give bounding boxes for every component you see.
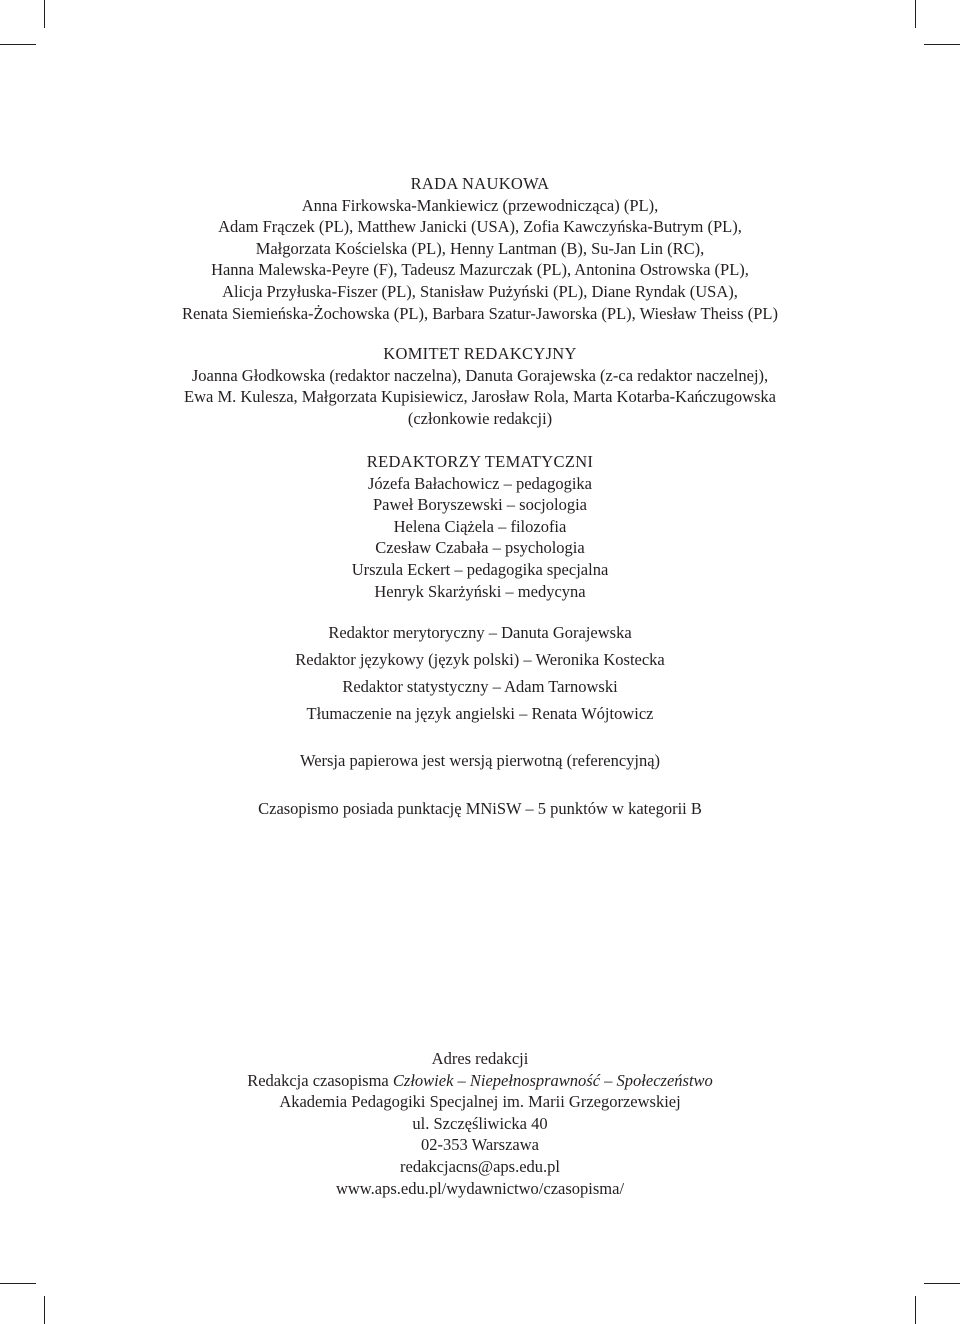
redaktor-jezykowy: Redaktor językowy (język polski) – Weronika Kostecka	[295, 650, 665, 669]
rada-naukowa-section	[0, 173, 960, 324]
crop-mark-top-left-horizontal	[0, 44, 36, 45]
redaktor-tematyczny-line: Urszula Eckert – pedagogika specjalna	[351, 559, 609, 579]
rada-naukowa-line: Adam Frączek (PL), Matthew Janicki (USA), Zofia Kawczyńska-Butrym (PL),	[218, 217, 742, 237]
rada-naukowa-line: Anna Firkowska-Mankiewicz (przewodnicząca) (PL),	[301, 195, 659, 215]
komitet-redakcyjny-section	[0, 343, 960, 429]
rada-naukowa-line: Hanna Malewska-Peyre (F), Tadeusz Mazurczak (PL), Antonina Ostrowska (PL),	[211, 260, 749, 280]
email-link[interactable]: redakcjacns@aps.edu.pl	[400, 1156, 560, 1176]
wersja-papierowa: Wersja papierowa jest wersją pierwotną (referencyjną)	[299, 751, 661, 770]
crop-mark-top-left-vertical	[44, 0, 45, 28]
redakcja-czasopisma	[0, 1070, 960, 1092]
komitet-line: Joanna Głodkowska (redaktor naczelna), Danuta Gorajewska (z-ca redaktor naczelnej),	[191, 365, 769, 385]
crop-mark-bottom-right-horizontal	[924, 1283, 960, 1284]
redaktorzy-section	[0, 619, 960, 727]
crop-mark-bottom-right-vertical	[915, 1296, 916, 1324]
komitet-line: (członkowie redakcji)	[407, 408, 553, 428]
journal-prefix: Redakcja czasopisma	[247, 1070, 393, 1090]
rada-naukowa-heading: RADA NAUKOWA	[410, 174, 550, 193]
punktacja-section	[0, 798, 960, 820]
redaktor-tematyczny-line: Helena Ciążela – filozofia	[393, 516, 567, 536]
redaktorzy-tematyczni-heading: REDAKTORZY TEMATYCZNI	[366, 452, 594, 471]
city: 02-353 Warszawa	[421, 1135, 539, 1155]
rada-naukowa-line: Małgorzata Kościelska (PL), Henny Lantman (B), Su-Jan Lin (RC),	[255, 238, 705, 258]
journal-title: Człowiek – Niepełnosprawność – Społeczeństwo	[392, 1070, 713, 1090]
rada-naukowa-line: Alicja Przyłuska-Fiszer (PL), Stanisław Pużyński (PL), Diane Ryndak (USA),	[222, 281, 738, 301]
adres-redakcji-section	[0, 1048, 960, 1199]
adres-heading: Adres redakcji	[431, 1049, 529, 1068]
street: ul. Szczęśliwicka 40	[412, 1113, 548, 1133]
redaktor-tematyczny-line: Paweł Boryszewski – socjologia	[372, 495, 587, 515]
redaktor-tematyczny-line: Czesław Czabała – psychologia	[375, 538, 585, 558]
crop-mark-top-right-vertical	[915, 0, 916, 28]
wersja-section	[0, 750, 960, 772]
redaktorzy-tematyczni-section	[0, 451, 960, 602]
redaktor-merytoryczny: Redaktor merytoryczny – Danuta Gorajewska	[328, 623, 632, 642]
website-link[interactable]: www.aps.edu.pl/wydawnictwo/czasopisma/	[335, 1178, 625, 1198]
institution: Akademia Pedagogiki Specjalnej im. Marii Grzegorzewskiej	[279, 1092, 681, 1112]
crop-mark-top-right-horizontal	[924, 44, 960, 45]
punktacja: Czasopismo posiada punktację MNiSW – 5 punktów w kategorii B	[258, 799, 702, 818]
crop-mark-bottom-left-horizontal	[0, 1283, 36, 1284]
redaktor-tematyczny-line: Józefa Bałachowicz – pedagogika	[367, 473, 593, 493]
komitet-redakcyjny-heading: KOMITET REDAKCYJNY	[383, 344, 577, 363]
rada-naukowa-line: Renata Siemieńska-Żochowska (PL), Barbara Szatur-Jaworska (PL), Wiesław Theiss (PL)	[182, 303, 778, 323]
komitet-line: Ewa M. Kulesza, Małgorzata Kupisiewicz, Jarosław Rola, Marta Kotarba-Kańczugowska	[184, 387, 776, 407]
redaktor-tematyczny-line: Henryk Skarżyński – medycyna	[374, 581, 586, 601]
redaktor-statystyczny: Redaktor statystyczny – Adam Tarnowski	[342, 677, 618, 696]
crop-mark-bottom-left-vertical	[44, 1296, 45, 1324]
tlumaczenie: Tłumaczenie na język angielski – Renata Wójtowicz	[306, 704, 654, 723]
